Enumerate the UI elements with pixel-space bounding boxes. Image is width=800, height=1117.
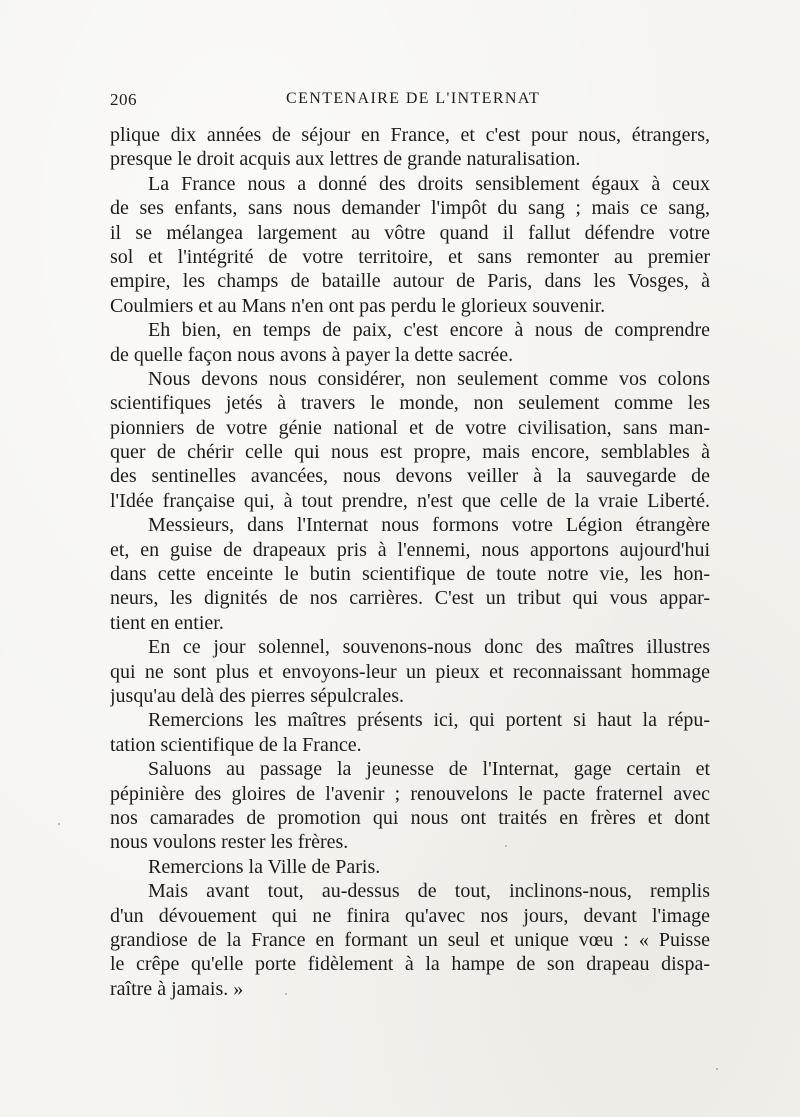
paragraph-10 (110, 879, 710, 1001)
text-line: sol et l'intégrité de votre territoire, et sans remonter au premier (110, 245, 710, 268)
text-line: La France nous a donné des droits sensiblement égaux à ceux (148, 172, 710, 195)
page-number: 206 (110, 90, 137, 109)
paragraph-2 (110, 172, 710, 318)
paragraph-9 (110, 855, 710, 879)
paragraph-1 (110, 123, 710, 172)
text-line: le crêpe qu'elle porte fidèlement à la hampe de son drapeau dispa- (110, 953, 710, 976)
text-line: Remercions les maîtres présents ici, qui portent si haut la répu- (148, 709, 710, 732)
text-line: En ce jour solennel, souvenons-nous donc des maîtres illustres (148, 636, 710, 659)
text-line: des sentinelles avancées, nous devons veiller à la sauvegarde de (110, 465, 710, 488)
text-line: tient en entier. (110, 611, 224, 634)
running-title: CENTENAIRE DE L'INTERNAT (286, 90, 541, 107)
text-line: Eh bien, en temps de paix, c'est encore à nous de comprendre (148, 319, 710, 342)
text-line: Nous devons nous considérer, non seulement comme vos colons (148, 367, 710, 390)
text-line: plique dix années de séjour en France, et c'est pour nous, étrangers, (110, 124, 710, 146)
text-line: Coulmiers et au Mans n'en ont pas perdu le glorieux souvenir. (110, 294, 606, 317)
paper-speck (58, 823, 60, 825)
text-line: neurs, les dignités de nos carrières. C'est un tribut qui vous appar- (110, 587, 710, 610)
paragraph-4 (110, 367, 710, 513)
text-line: Messieurs, dans l'Internat nous formons votre Légion étrangère (148, 514, 710, 537)
text-line: dans cette enceinte le butin scientifique de toute notre vie, les hon- (110, 563, 710, 586)
running-head (110, 86, 708, 110)
text-line: de ses enfants, sans nous demander l'impôt du sang ; mais ce sang, (110, 197, 710, 220)
text-line: tation scientifique de la France. (110, 733, 362, 756)
text-line: l'Idée française qui, à tout prendre, n'est que celle de la vraie Liberté. (110, 489, 710, 512)
text-line: pépinière des gloires de l'avenir ; renouvelons le pacte fraternel avec (110, 782, 710, 805)
text-line: et, en guise de drapeaux pris à l'ennemi, nous apportons aujourd'hui (110, 538, 710, 561)
paragraph-6 (110, 635, 710, 708)
text-line: quer de chérir celle qui nous est propre, mais encore, semblables à (110, 441, 710, 464)
text-line: Remercions la Ville de Paris. (148, 855, 381, 878)
paragraph-5 (110, 513, 710, 635)
paragraph-3 (110, 318, 710, 367)
paper-speck (505, 845, 507, 847)
text-line: nos camarades de promotion qui nous ont traités en frères et dont (110, 806, 710, 829)
text-line: scientifiques jetés à travers le monde, non seulement comme les (110, 392, 710, 415)
text-line: empire, les champs de bataille autour de Paris, dans les Vosges, à (110, 270, 710, 293)
text-line: qui ne sont plus et envoyons-leur un pieux et reconnaissant hommage (110, 660, 710, 683)
text-line: presque le droit acquis aux lettres de grande naturalisation. (110, 148, 581, 171)
text-line: il se mélangea largement au vôtre quand il fallut défendre votre (110, 221, 710, 244)
text-line: nous voulons rester les frères. (110, 831, 349, 854)
paper-speck (285, 993, 287, 995)
text-line: jusqu'au delà des pierres sépulcrales. (110, 684, 405, 707)
paragraph-8 (110, 757, 710, 855)
text-line: de quelle façon nous avons à payer la dette sacrée. (110, 343, 514, 366)
paragraph-7 (110, 708, 710, 757)
paper-speck (716, 1068, 718, 1070)
body-text (110, 123, 710, 1001)
text-line: Mais avant tout, au-dessus de tout, inclinons-nous, remplis (148, 880, 710, 903)
text-line: Saluons au passage la jeunesse de l'Internat, gage certain et (148, 758, 710, 781)
text-line: pionniers de votre génie national et de votre civilisation, sans man- (110, 416, 710, 439)
text-line: d'un dévouement qui ne finira qu'avec nos jours, devant l'image (110, 904, 710, 927)
text-line: grandiose de la France en formant un seul et unique vœu : « Puisse (110, 928, 710, 951)
text-line: raître à jamais. » (110, 977, 244, 1000)
